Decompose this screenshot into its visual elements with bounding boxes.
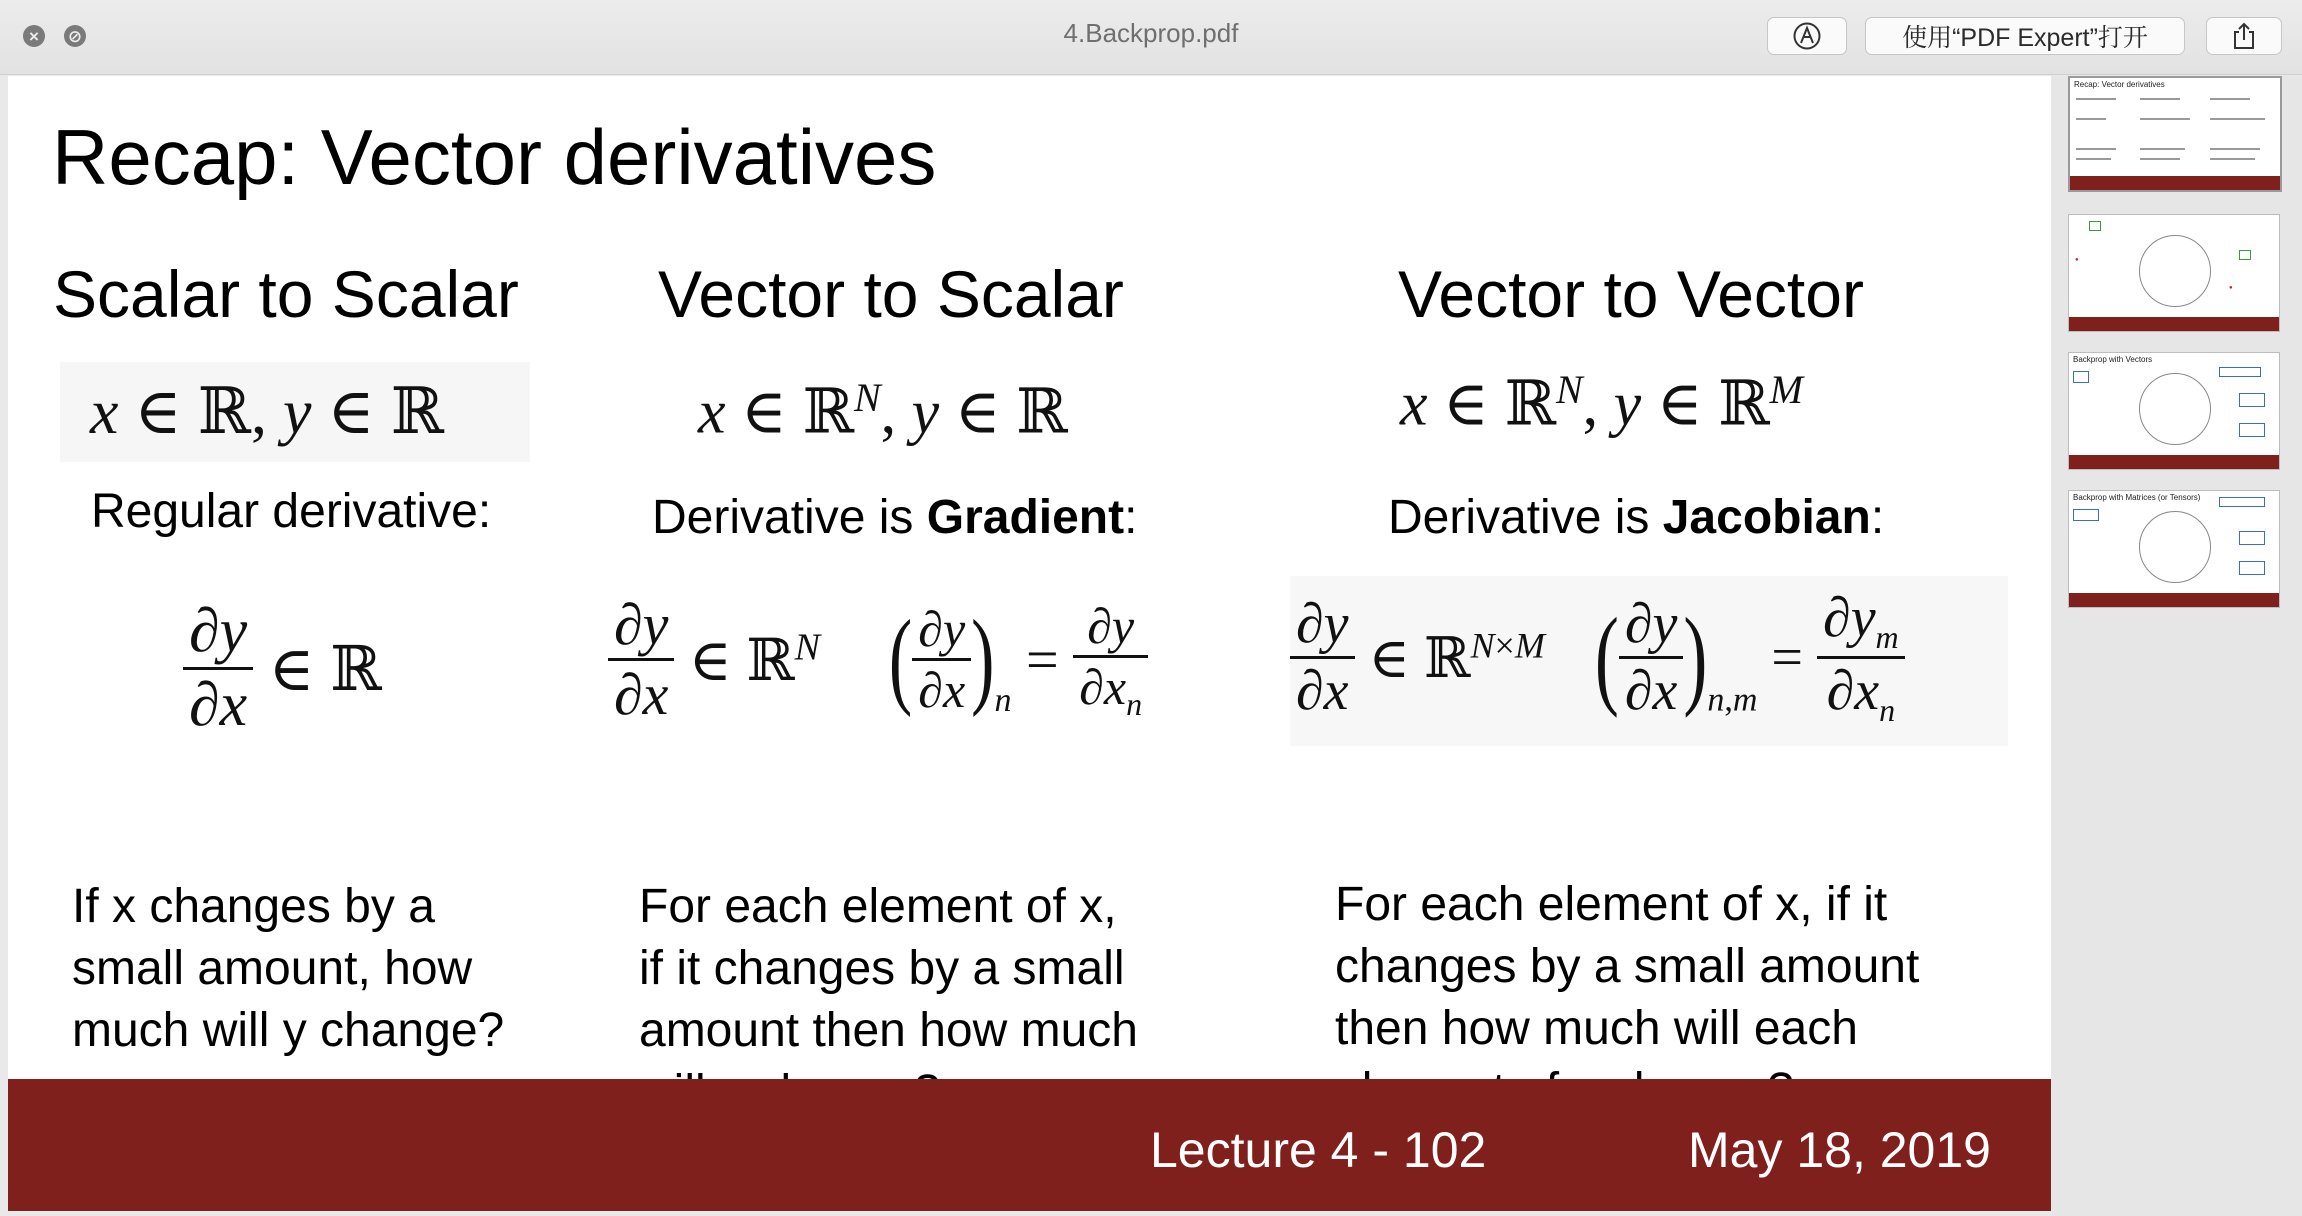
markup-pen-icon: [1792, 21, 1822, 51]
footer-date: May 18, 2019: [1688, 1122, 1991, 1178]
column-heading-vector-to-vector: Vector to Vector: [1398, 257, 1864, 331]
derivative-label-gradient: Derivative is Gradient:: [652, 491, 1138, 544]
page-thumbnail[interactable]: Backprop with Vectors: [2068, 352, 2280, 470]
close-window-icon[interactable]: ×: [23, 25, 45, 47]
document-title: 4.Backprop.pdf: [1063, 18, 1239, 48]
markup-button[interactable]: [1767, 17, 1847, 55]
slide-footer: [8, 1079, 2051, 1211]
derivative-label-regular: Regular derivative:: [91, 485, 492, 538]
share-icon: [2230, 21, 2258, 51]
share-button[interactable]: [2206, 17, 2282, 55]
formula-scalar-domain: x ∈ ℝ, y ∈ ℝ: [60, 362, 530, 462]
question-scalar-to-scalar: If x changes by a small amount, how much will y change?: [72, 880, 505, 1057]
page-thumbnail[interactable]: Backprop with Matrices (or Tensors): [2068, 490, 2280, 608]
thumbnail-sidebar[interactable]: [2052, 76, 2302, 1216]
footer-lecture-number: Lecture 4 - 102: [1150, 1122, 1487, 1178]
formula-regular-derivative: $\frac{\partial y}{\partial x}$ ∈ ℝ: [183, 596, 382, 741]
question-vector-to-scalar: For each element of x, if it changes by a small amount then how much: [639, 880, 1138, 1057]
column-heading-vector-to-scalar: Vector to Scalar: [658, 257, 1124, 331]
formula-vector-vector-domain: x ∈ ℝ$^N$, y ∈ ℝ$^M$: [1400, 366, 1803, 440]
formula-vector-scalar-domain: x ∈ ℝ$^N$, y ∈ ℝ: [698, 374, 1068, 448]
window-titlebar: [0, 0, 2302, 75]
formula-gradient: $\frac{\partial y}{\partial x}$ ∈ ℝ$^N$ ( $\frac{\partial y}{\partial x}$ )$_n$ = $\frac{\partial y}{\partial x_n}$: [608, 591, 1148, 728]
question-vector-to-vector: For each element of x, if it changes by a small amount then how much will each: [1335, 878, 1920, 1055]
slide-title: Recap: Vector derivatives: [52, 113, 937, 201]
minimize-window-icon[interactable]: ⊘: [64, 25, 86, 47]
column-heading-scalar-to-scalar: Scalar to Scalar: [53, 257, 519, 331]
page-thumbnail[interactable]: Recap: Vector derivatives: [2068, 76, 2282, 192]
open-with-pdf-expert-button[interactable]: 使用“PDF Expert”打开: [1865, 17, 2185, 55]
derivative-label-jacobian: Derivative is Jacobian:: [1388, 491, 1885, 544]
slide-page: [8, 76, 2051, 1211]
formula-jacobian: $\frac{\partial y}{\partial x}$ ∈ ℝ$^{N\times M}$ ( $\frac{\partial y}{\partial x}$ )$_{n,m}$ = $\frac{\partial y_m}{\partial x_n}$: [1290, 576, 2008, 746]
page-thumbnail[interactable]: ● ●: [2068, 214, 2280, 332]
